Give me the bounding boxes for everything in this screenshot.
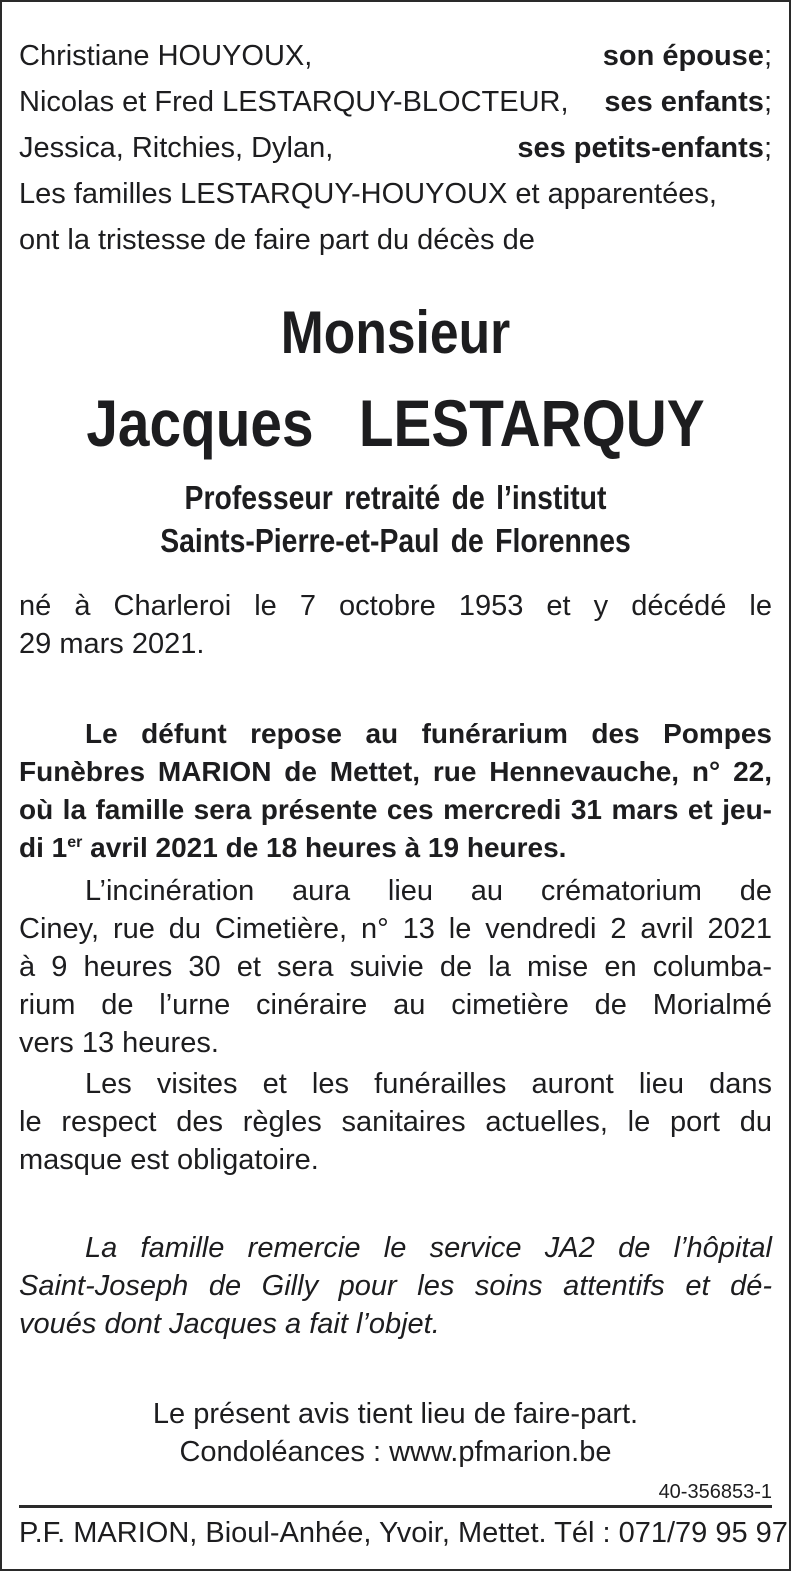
family-relation: ses petits-enfants — [517, 132, 764, 164]
birth-death-paragraph: né à Charleroi le 7 octobre 1953 et y décédé le 29 mars 2021. — [19, 590, 772, 660]
deceased-subtitle-1: Professeur retraité de l’institut — [184, 479, 607, 516]
reference-number: 40-356853-1 — [658, 1481, 772, 1503]
thanks-paragraph: La famille remercie le service JA2 de l’hôpital Saint-Joseph de Gilly pour les soins attentifs et dé- voués dont Jacques a fait l’objet. — [19, 1232, 772, 1340]
family-name: Nicolas et Fred LESTARQUY-BLOCTEUR, — [19, 86, 569, 118]
family-name: Jessica, Ritchies, Dylan, — [19, 132, 334, 164]
visits-paragraph: Les visites et les funérailles auront lieu dans le respect des règles sanitaires actuelles, le port du masque est obligatoire. — [19, 1068, 772, 1176]
deceased-subtitle-2: Saints-Pierre-et-Paul de Florennes — [160, 522, 631, 559]
intro-line-1: Les familles LESTARQUY-HOUYOUX et apparentées, — [19, 178, 717, 210]
notice-paragraph: Le présent avis tient lieu de faire-part. Condoléances : www.pfmarion.be — [152, 1398, 639, 1468]
funeral-home-footer: P.F. MARION, Bioul-Anhée, Yvoir, Mettet. Tél : 071/79 95 97 — [19, 1517, 788, 1549]
family-name: Christiane HOUYOUX, — [19, 40, 313, 72]
family-relation: son épouse — [602, 40, 764, 72]
family-relation: ses enfants — [604, 86, 764, 118]
family-line-grandchildren: Jessica, Ritchies, Dylan, ses petits-enfants; — [19, 132, 772, 164]
family-line-children: Nicolas et Fred LESTARQUY-BLOCTEUR, ses enfants; — [19, 86, 772, 118]
cremation-paragraph: L’incinération aura lieu au crématorium de Ciney, rue du Cimetière, n° 13 le vendredi 2 avril 2021 à 9 heures 30 et sera suivie de la mise en columba- rium de l’urne cinéraire au cimetière de Morialmé vers 13 heures. — [19, 875, 772, 1059]
deceased-name: Jacques LESTARQUY — [86, 386, 705, 460]
divider — [19, 1505, 772, 1508]
deceased-title: Monsieur — [280, 299, 511, 366]
repose-paragraph: Le défunt repose au funérarium des Pompes Funèbres MARION de Mettet, rue Hennevauche, n° 22, où la famille sera présente ces mercredi 31 mars et jeu- di 1er avril 2021 de 18 heures à 19 heures. — [19, 718, 772, 863]
intro-line-2: ont la tristesse de faire part du décès de — [19, 224, 535, 256]
family-line-spouse: Christiane HOUYOUX, son épouse; — [19, 40, 772, 72]
